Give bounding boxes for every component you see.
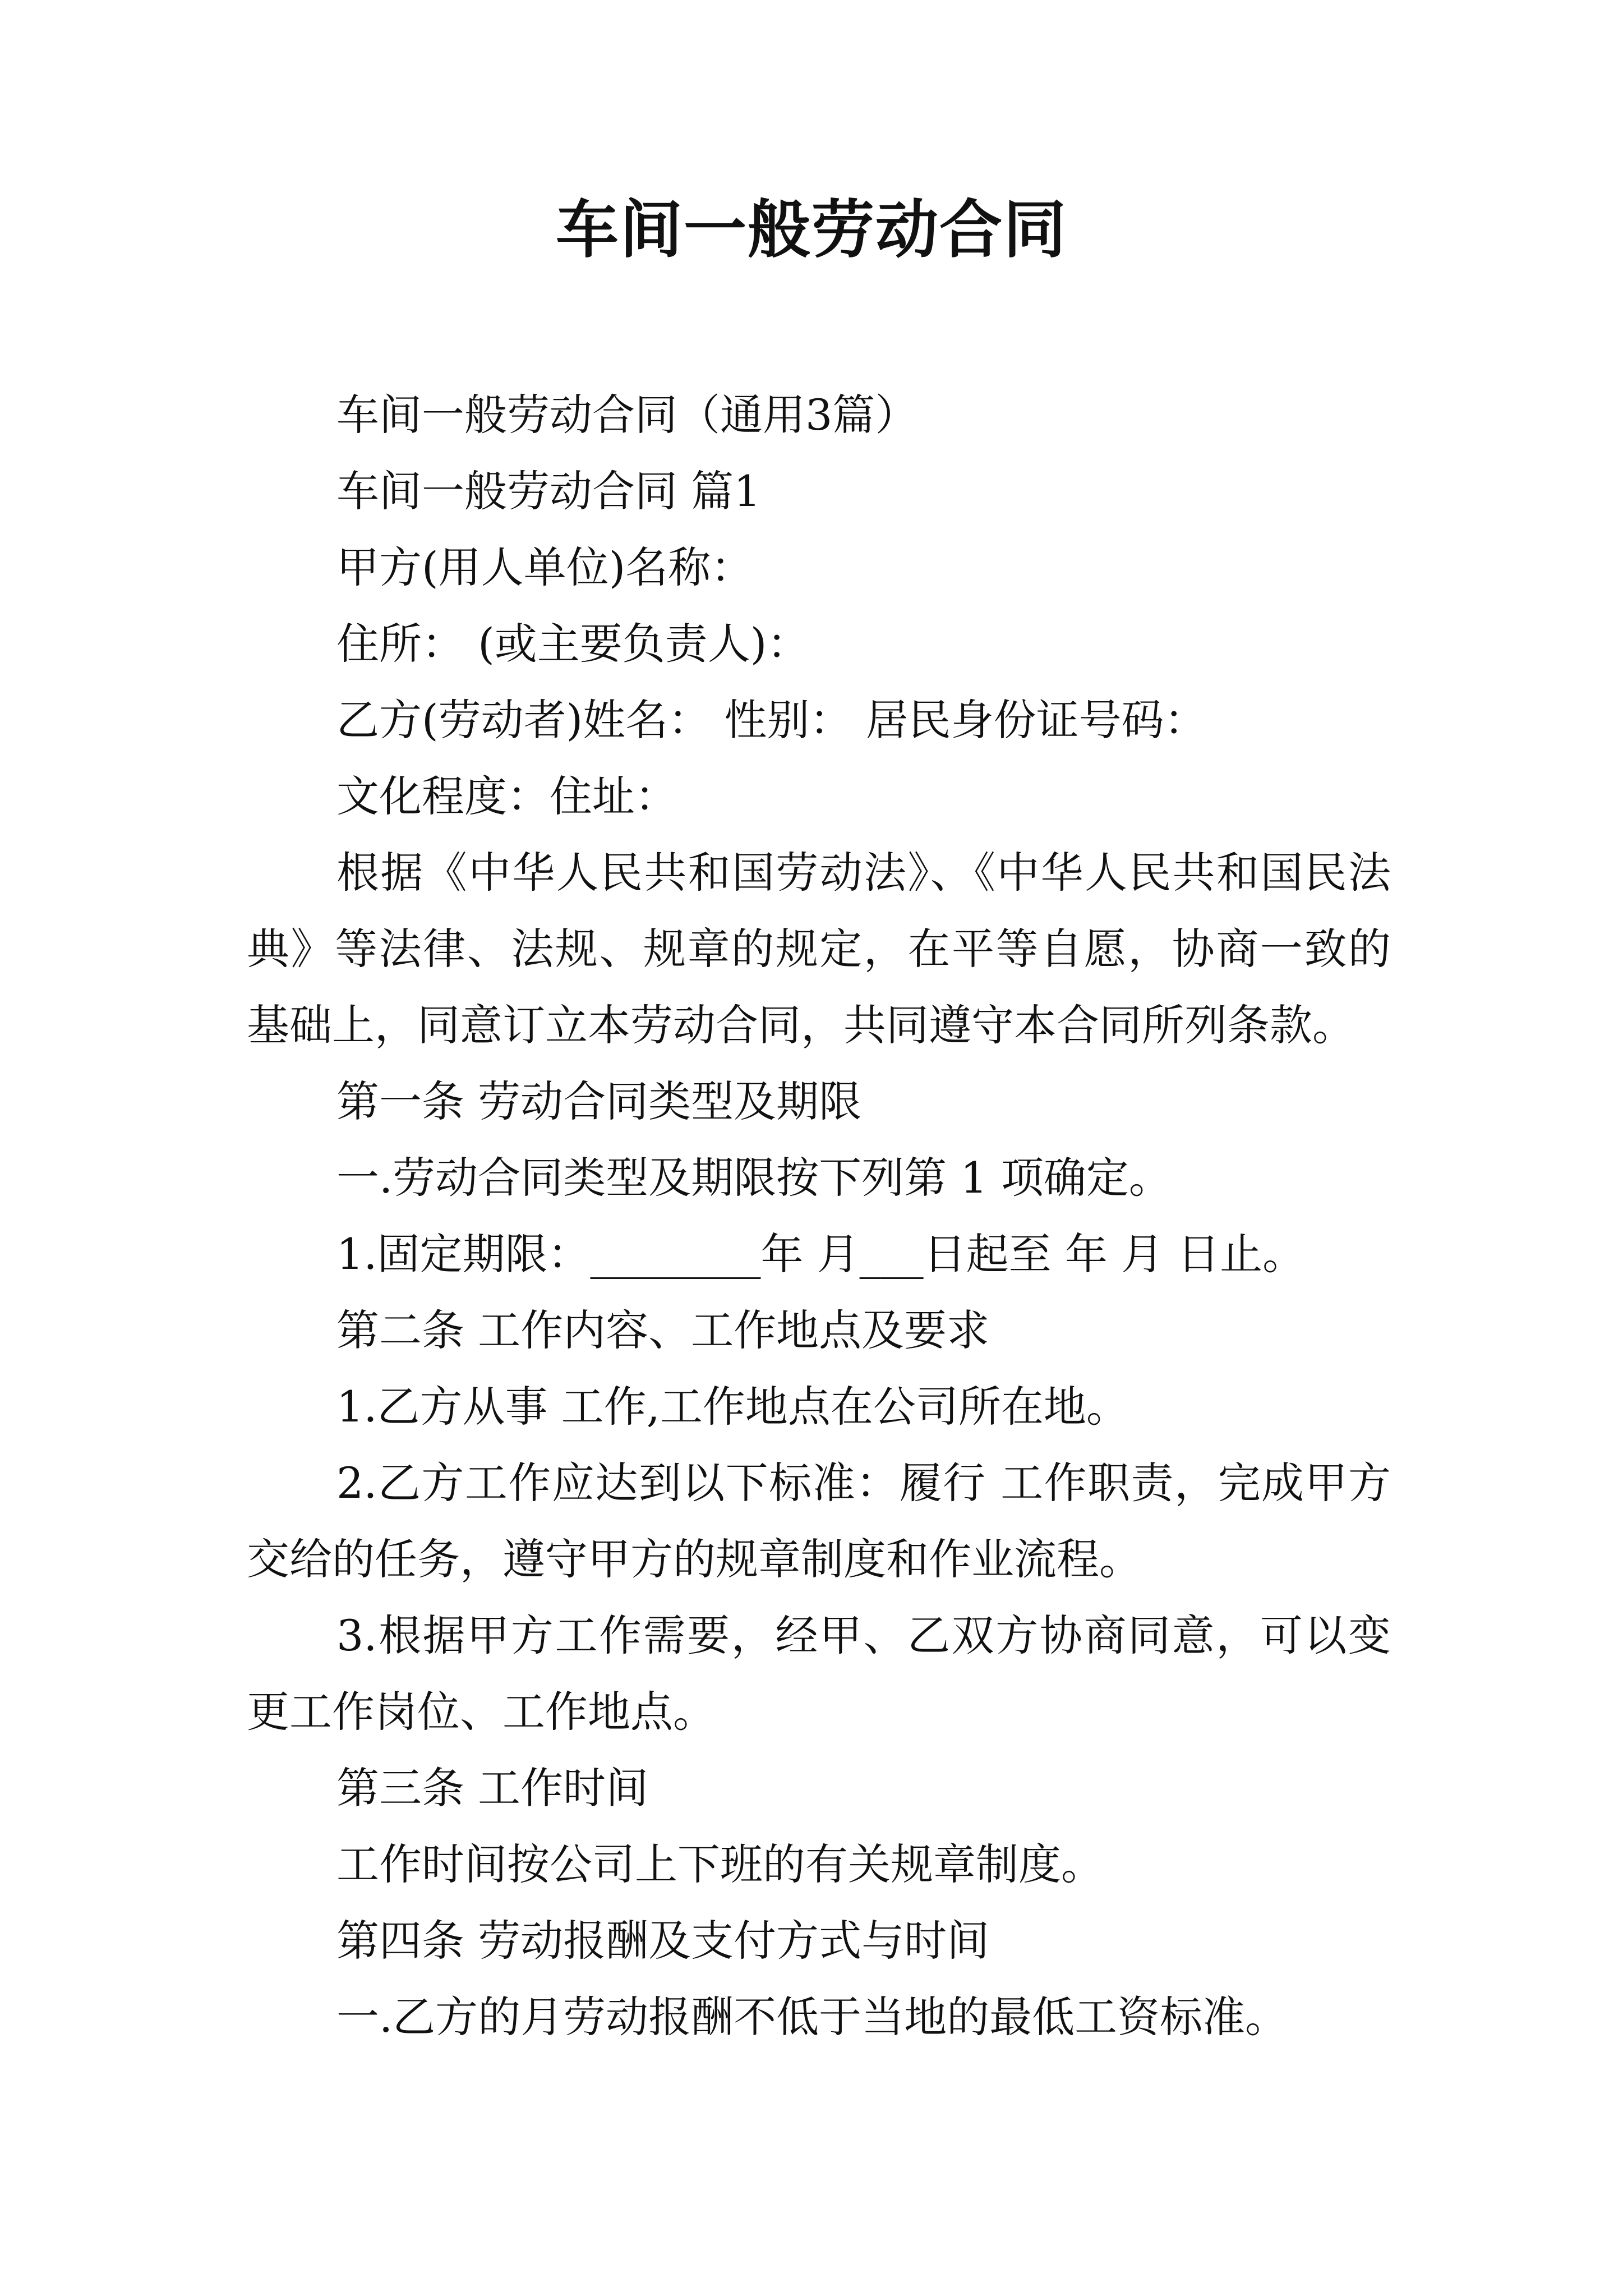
paragraph-part-heading: 车间一般劳动合同 篇1	[336, 466, 761, 516]
paragraph-preamble: 根据《中华人民共和国劳动法》、《中华人民共和国民法典》等法律、法规、规章的规定，在平等自愿，协商一致的基础上，同意订立本劳动合同，共同遵守本合同所列条款。	[247, 848, 1391, 1050]
document-title: 车间一般劳动合同	[556, 193, 1067, 266]
paragraph-article-2-heading: 第二条 工作内容、工作地点及要求	[336, 1305, 990, 1355]
paragraph-article-3-body: 工作时间按公司上下班的有关规章制度。	[336, 1839, 1104, 1889]
paragraph-party-b-info: 乙方(劳动者)姓名： 性别： 居民身份证号码：	[336, 695, 1207, 745]
paragraph-party-b-education: 文化程度：住址：	[336, 771, 677, 821]
paragraph-article-2-item-2: 2.乙方工作应达到以下标准：履行 工作职责，完成甲方交给的任务，遵守甲方的规章制度和作业流程。	[247, 1458, 1391, 1584]
document-body	[247, 377, 1391, 2055]
paragraph-article-1-heading: 第一条 劳动合同类型及期限	[336, 1076, 862, 1126]
paragraph-party-a-name: 甲方(用人单位)名称：	[336, 542, 754, 592]
paragraph-article-4-item-a: 一.乙方的月劳动报酬不低于当地的最低工资标准。	[336, 1992, 1288, 2042]
paragraph-article-4-heading: 第四条 劳动报酬及支付方式与时间	[336, 1916, 990, 1966]
paragraph-party-a-address: 住所： (或主要负责人)：	[336, 619, 810, 669]
paragraph-article-3-heading: 第三条 工作时间	[336, 1763, 649, 1813]
paragraph-article-2-item-1: 1.乙方从事 工作,工作地点在公司所在地。	[336, 1382, 1129, 1432]
paragraph-article-1-item-a: 一.劳动合同类型及期限按下列第 1 项确定。	[336, 1153, 1172, 1203]
paragraph-subtitle: 车间一般劳动合同（通用3篇）	[336, 390, 918, 440]
paragraph-article-1-item-1: 1.固定期限：________年 月___日起至 年 月 日止。	[336, 1229, 1306, 1279]
paragraph-article-2-item-3: 3.根据甲方工作需要，经甲、乙双方协商同意，可以变更工作岗位、工作地点。	[247, 1611, 1391, 1737]
